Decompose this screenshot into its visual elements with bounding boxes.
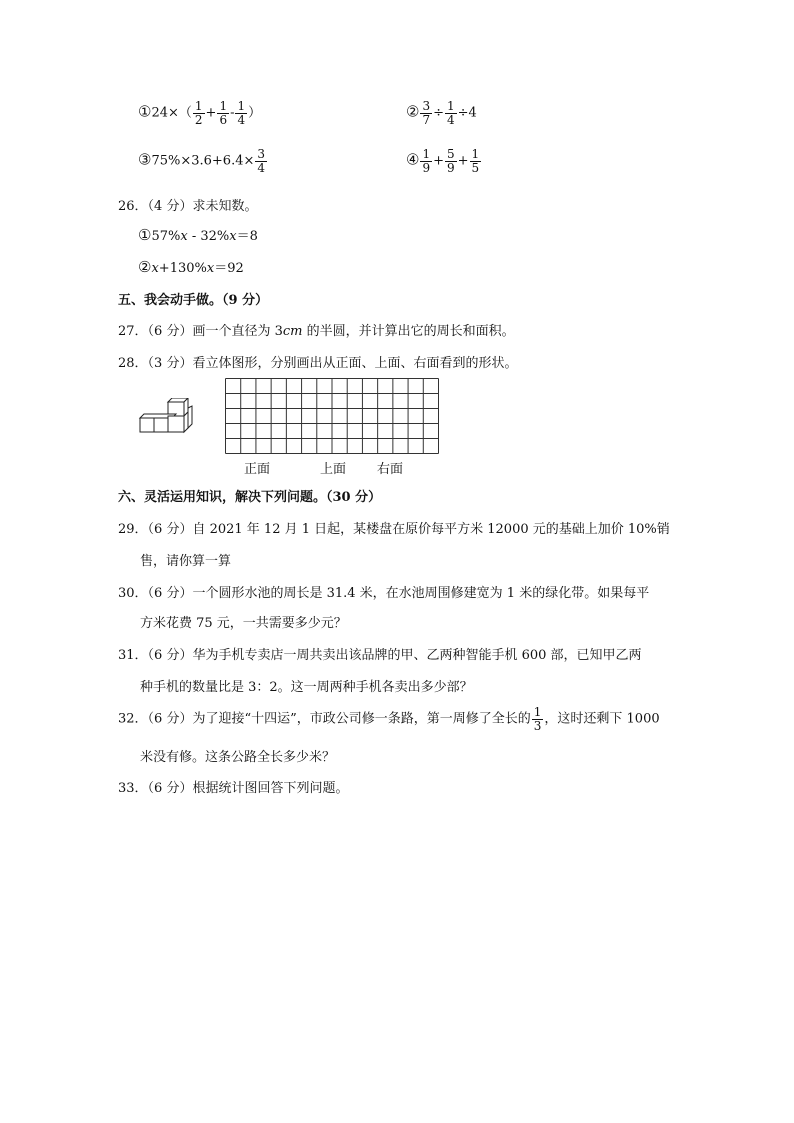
fraction: $\frac{1}{6}$ [219,99,228,127]
item-marker: ④ [406,150,420,169]
q25-item-2: ② $\frac{3}{7}$ ÷ $\frac{1}{4}$ ÷4 [406,99,477,127]
fraction: $\frac{3}{7}$ [422,99,431,127]
q31-line-2: 种手机的数量比是 3：2。这一周两种手机各卖出多少部？ [140,680,473,695]
cube-figure [138,398,196,438]
q29-line-2: 售，请你算一算 [140,554,232,569]
fraction: $\frac{5}{9}$ [447,147,455,175]
fraction: $\frac{1}{4}$ [237,99,246,127]
fraction: $\frac{3}{4}$ [257,147,266,175]
view-label-front: 正面 [244,462,271,477]
fraction: $\frac{1}{4}$ [447,99,455,127]
fraction: $\frac{1}{3}$ [533,705,542,733]
view-label-right: 右面 [377,462,404,477]
q31-line-1: 31．（6 分）华为手机专卖店一周共卖出该品牌的甲、乙两种智能手机 600 部，已知甲乙两 [118,648,642,663]
q29-line-1: 29．（6 分）自 2021 年 12 月 1 日起，某楼盘在原价每平方米 12000 元的基础上加价 10%销 [118,522,670,537]
section-heading-6: 六、灵活运用知识，解决下列问题。（30 分） [118,490,382,505]
q26-equation-2: ②x+130%x＝92 [138,258,244,276]
q26-title: 26．（4 分）求未知数。 [118,199,258,214]
q25-item-3: ③75%×3.6+6.4× $\frac{3}{4}$ [138,147,266,175]
drawing-grid[interactable] [225,378,439,454]
item-marker: ③ [138,150,152,169]
section-heading-5: 五、我会动手做。（9 分） [118,293,269,308]
q28-title: 28．（3 分）看立体图形，分别画出从正面、上面、右面看到的形状。 [118,356,518,371]
item-marker: ② [138,258,152,276]
q32-line-1: 32．（6 分）为了迎接“十四运”，市政公司修一条路，第一周修了全长的 $\frac{1}{3}$ ，这时还剩下 1000 [118,705,660,733]
q26-equation-1: ①57%x - 32%x＝8 [138,226,258,244]
q27: 27．（6 分）画一个直径为 3cm 的半圆，并计算出它的周长和面积。 [118,324,515,339]
fraction: $\frac{1}{2}$ [194,99,203,127]
item-marker: ① [138,226,152,244]
q32-line-2: 米没有修。这条公路全长多少米？ [140,750,336,765]
view-label-top: 上面 [320,462,347,477]
item-marker: ② [406,102,420,121]
item-marker: ① [138,102,152,121]
q25-item-1: ①24×（ $\frac{1}{2}$ + $\frac{1}{6}$ - $\frac{1}{4}$ ） [138,99,262,127]
q30-line-1: 30．（6 分）一个圆形水池的周长是 31.4 米，在水池周围修建宽为 1 米的绿化带。如果每平 [118,586,650,601]
fraction: $\frac{1}{5}$ [471,147,480,175]
q33: 33．（6 分）根据统计图回答下列问题。 [118,781,349,796]
q30-line-2: 方米花费 75 元，一共需要多少元？ [140,616,347,631]
fraction: $\frac{1}{9}$ [422,147,431,175]
q25-item-4: ④ $\frac{1}{9}$ + $\frac{5}{9}$ + $\frac{1}{5}$ [406,147,480,175]
